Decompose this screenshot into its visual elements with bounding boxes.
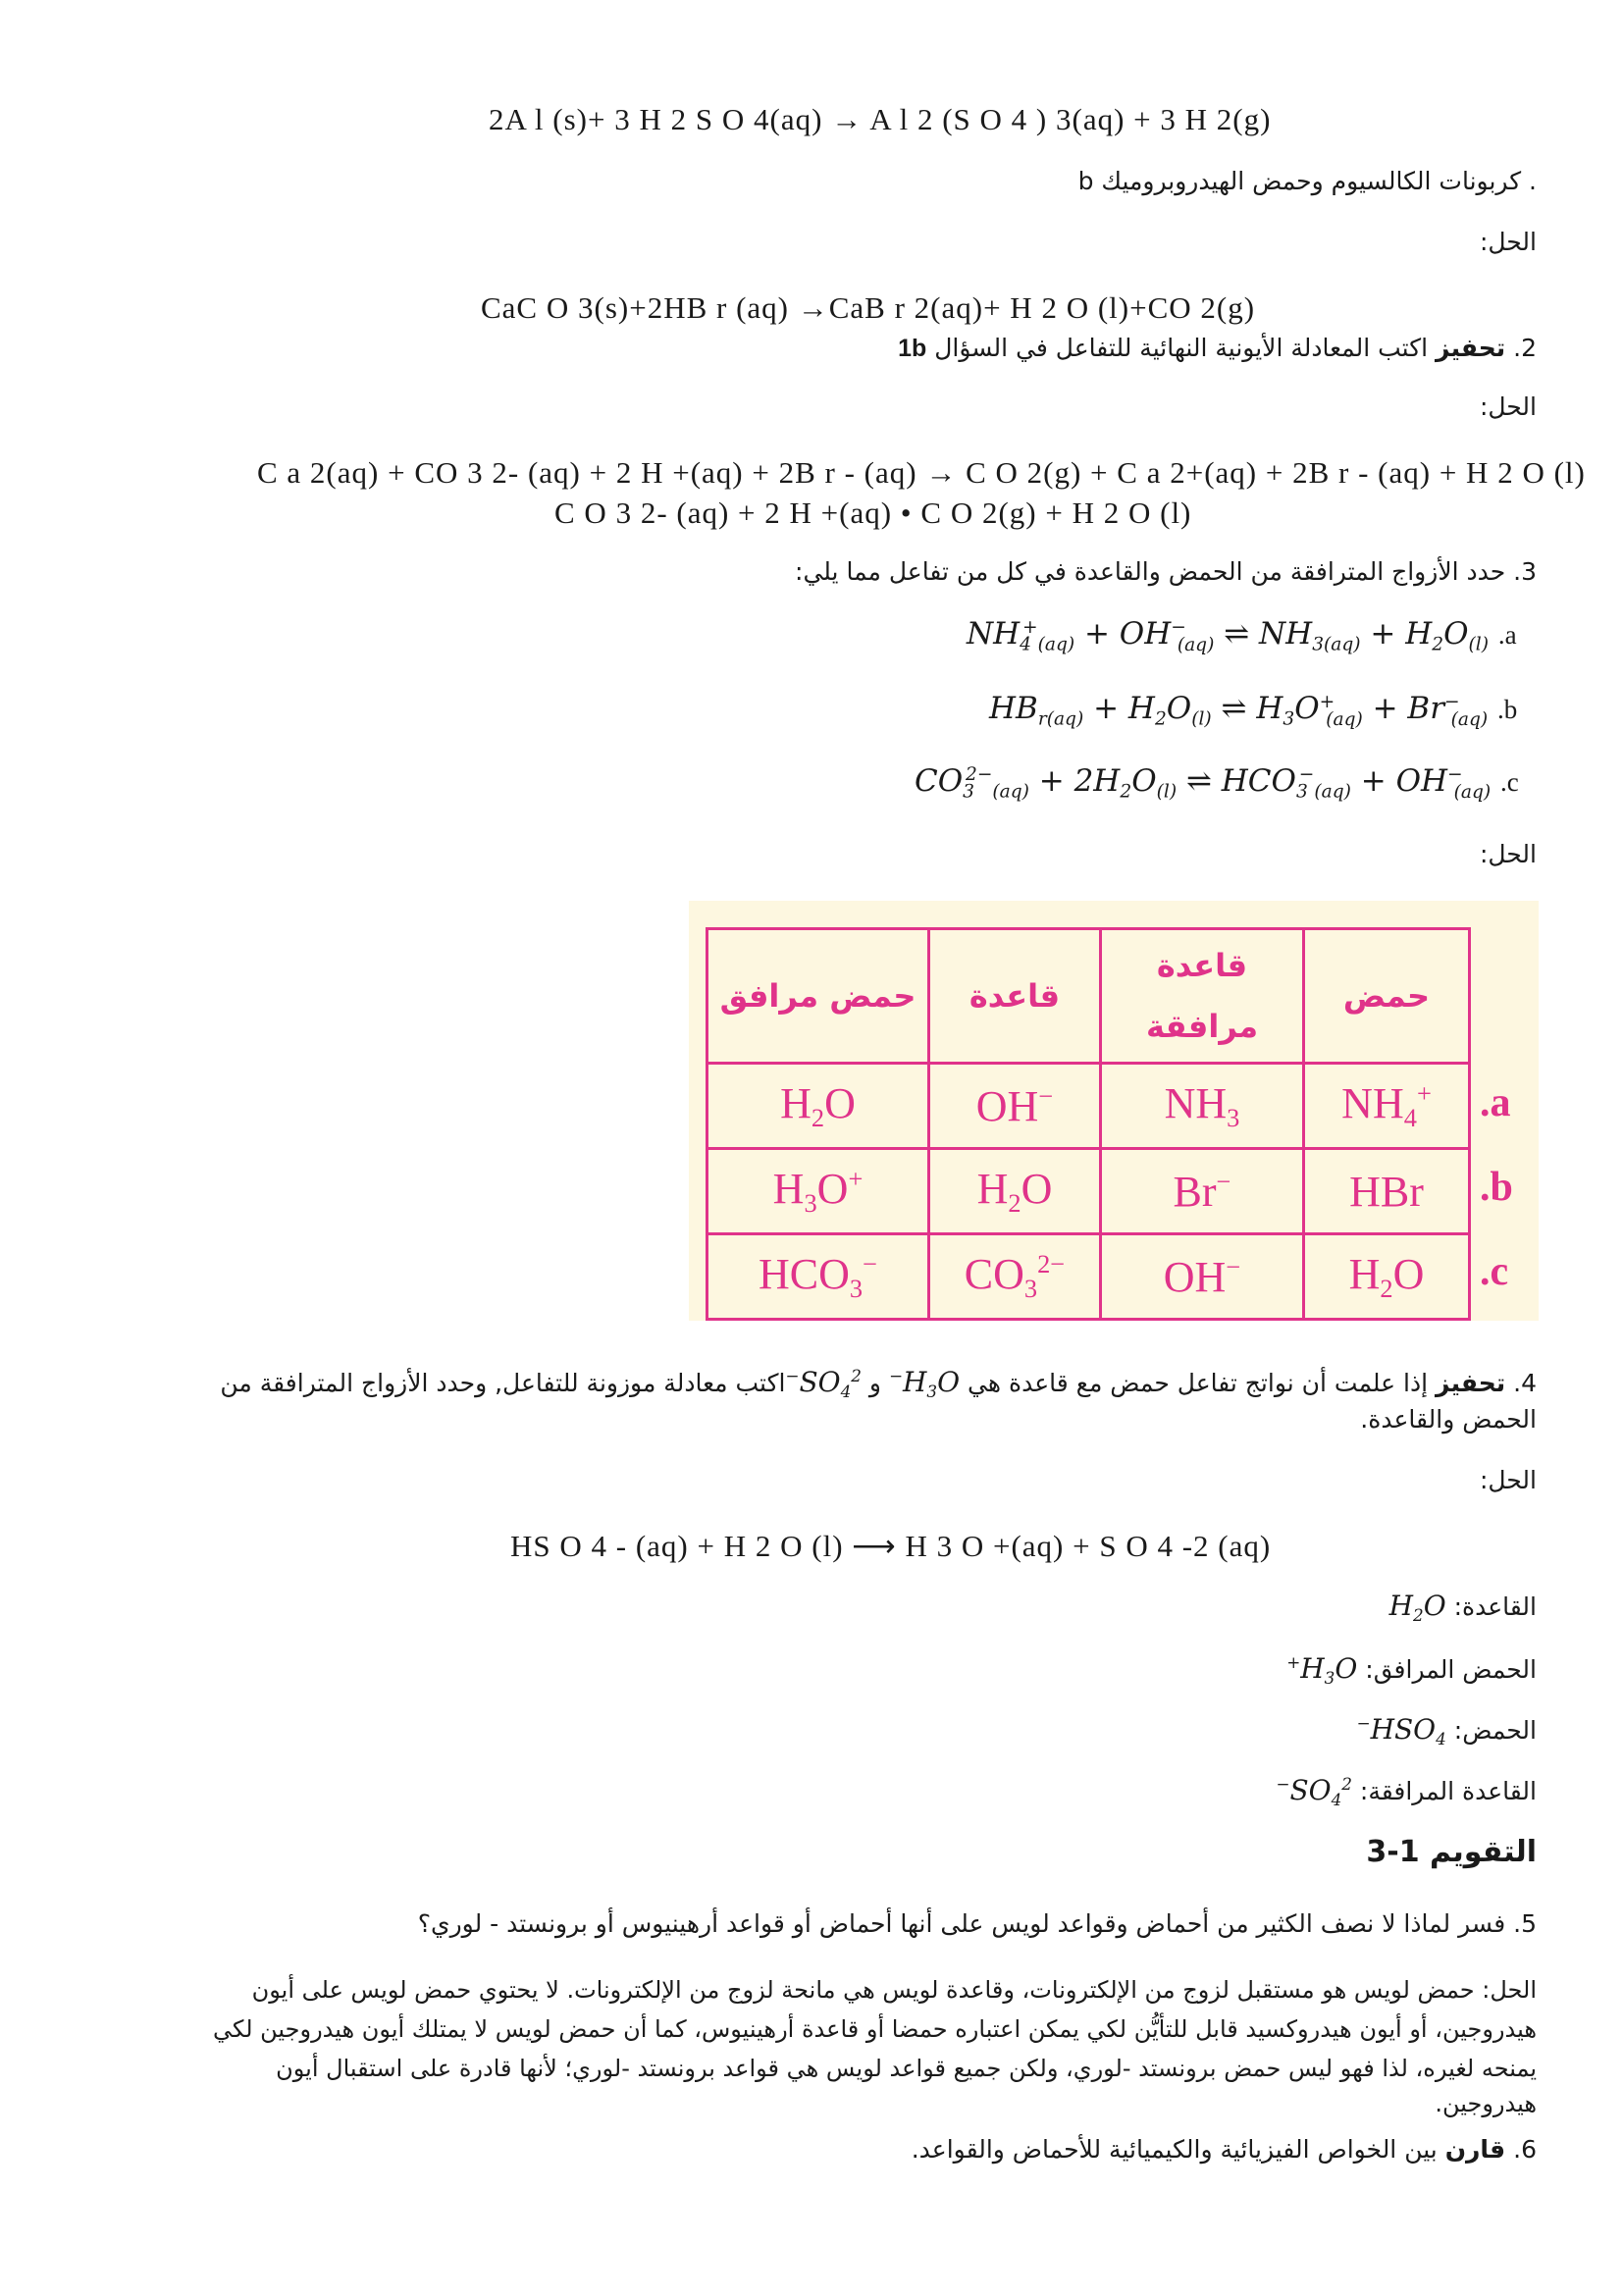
q5-answer-line-2: هيدروجين، أو أيون هيدروكسيد قابل للتأيُّن لكي يمكن اعتباره حمضا أو قاعدة أرهينيوس، كما أن حمض لويس لا يمتلك أيون هيدروجين لكي <box>212 2015 1537 2043</box>
acid-base-table <box>706 927 1471 1321</box>
solution-label-3: الحل: <box>1479 840 1537 868</box>
header-base: قاعدة <box>929 929 1101 1064</box>
answer-conjugate-base <box>1276 1774 1537 1809</box>
answer-conjugate-base-label: القاعدة المرافقة: <box>1359 1777 1537 1806</box>
question-2-text: اكتب المعادلة الأيونية النهائية للتفاعل في السؤال <box>934 334 1429 362</box>
table-header-row <box>707 929 1470 1064</box>
question-6: 6. قارن بين الخواص الفيزيائية والكيميائية للأحماض والقواعد. <box>911 2135 1537 2164</box>
question-3-number: 3 <box>1521 557 1537 586</box>
cell-conj-acid: $H_2O$ <box>707 1064 929 1149</box>
q5-answer-line-4: هيدروجين. <box>1435 2090 1537 2117</box>
question-6-number: 6 <box>1521 2135 1537 2164</box>
question-2-ref: 1b <box>898 335 927 362</box>
question-6-keyword: قارن <box>1444 2135 1506 2164</box>
question-4-formula-2: $SO_4^{2-}$ <box>785 1366 862 1401</box>
cell-conj-base: OH− <box>1101 1234 1304 1320</box>
question-2: 2. تحفيز اكتب المعادلة الأيونية النهائية للتفاعل في السؤال 1b <box>898 334 1537 362</box>
question-2-number: 2 <box>1521 334 1537 362</box>
question-4-text-c: الحمض والقاعدة. <box>1360 1405 1537 1434</box>
answer-acid-label: الحمض: <box>1453 1716 1537 1746</box>
cell-base: $H_2O$ <box>929 1149 1101 1234</box>
equation-ionic-net: C O 3 2- (aq) + 2 H +(aq) • C O 2(g) + H 2 O (l) <box>554 496 1192 530</box>
question-4-keyword: تحفيز <box>1436 1369 1506 1398</box>
answer-conjugate-acid-formula: $H_3O^+$ <box>1286 1652 1358 1688</box>
header-acid: حمض <box>1304 929 1470 1064</box>
cell-acid: $H_2O$ <box>1304 1234 1470 1320</box>
section-heading: التقويم 1-3 <box>1366 1835 1537 1869</box>
equation-aluminum: 2A l (s)+ 3 H 2 S O 4(aq) → A l 2 (S O 4 ) 3(aq) + 3 H 2(g) <box>489 102 1272 136</box>
header-conjugate-acid: حمض مرافق <box>707 929 929 1064</box>
row-label-a: .a <box>1480 1080 1511 1125</box>
question-1b <box>1078 167 1537 195</box>
question-3: 3. حدد الأزواج المترافقة من الحمض والقاعدة في كل من تفاعل مما يلي: <box>795 557 1537 586</box>
solution-label-4: الحل: <box>1479 1466 1537 1494</box>
table-row <box>707 1149 1470 1234</box>
answer-conjugate-acid <box>1286 1652 1537 1688</box>
question-5-text: فسر لماذا لا نصف الكثير من أحماض وقواعد لويس على أنها أحماض أو قواعد أرهينيوس أو برونستد - لوري؟ <box>417 1909 1506 1938</box>
q5-answer-line-1: الحل: حمض لويس هو مستقبل لزوج من الإلكترونات، وقاعدة لويس هي مانحة لزوج من الإلكترونات. لا يحتوي حمض لويس على أيون <box>251 1976 1537 2004</box>
answer-base-label: القاعدة: <box>1453 1592 1537 1621</box>
equation-bisulfate: HS O 4 - (aq) + H 2 O (l) ⟶ H 3 O +(aq) + S O 4 -2 (aq) <box>510 1529 1272 1563</box>
cell-conj-base: Br− <box>1101 1149 1304 1234</box>
table-row <box>707 1064 1470 1149</box>
question-5: 5. فسر لماذا لا نصف الكثير من أحماض وقواعد لويس على أنها أحماض أو قواعد أرهينيوس أو برونستد - لوري؟ <box>417 1909 1537 1938</box>
reaction-c-label: c <box>1506 767 1519 797</box>
equation-ionic-full: C a 2(aq) + CO 3 2- (aq) + 2 H +(aq) + 2B r - (aq) → C O 2(g) + C a 2+(aq) + 2B r - (aq) + H 2 O (l) <box>257 455 1586 490</box>
question-3-text: حدد الأزواج المترافقة من الحمض والقاعدة في كل من تفاعل مما يلي: <box>795 557 1506 586</box>
cell-base: $CO_3^{2-}$ <box>929 1234 1101 1320</box>
question-5-number: 5 <box>1521 1909 1537 1938</box>
reaction-a: $NH_4^+_{(aq)} + OH^-_{(aq)}$ ⇌ $NH_{3(aq)} + H_2O_{(l)}$ .a <box>967 616 1517 655</box>
question-1b-text: . كربونات الكالسيوم وحمض الهيدروبروميك <box>1101 167 1537 195</box>
solution-label-2: الحل: <box>1479 392 1537 421</box>
header-conjugate-base: قاعدة مرافقة <box>1101 929 1304 1064</box>
answer-base-formula: $H_2O$ <box>1388 1590 1446 1625</box>
row-label-c: .c <box>1480 1249 1509 1294</box>
cell-base: OH− <box>929 1064 1101 1149</box>
answer-conjugate-acid-label: الحمض المرافق: <box>1365 1655 1537 1685</box>
reaction-b: $HB_{r(aq)} + H_2O_{(l)}$ ⇌ $H_3O^+_{(aq)} + Br^-_{(aq)}$ .b <box>989 691 1518 730</box>
cell-acid: HBr <box>1304 1149 1470 1234</box>
reaction-c: $CO_3^{2-}_{(aq)} + 2H_2O_{(l)}$ ⇌ $HCO_3^-_{(aq)} + OH^-_{(aq)}$ .c <box>915 763 1519 803</box>
row-label-b: .b <box>1480 1165 1513 1210</box>
answer-acid-formula: $HSO_4^-$ <box>1356 1713 1446 1748</box>
table-row <box>707 1234 1470 1320</box>
question-4-text-a: إذا علمت أن نواتج تفاعل حمض مع قاعدة هي <box>968 1369 1429 1398</box>
answer-base <box>1389 1590 1537 1625</box>
question-1b-number: b <box>1077 167 1094 195</box>
question-4-number: 4 <box>1521 1369 1537 1398</box>
equation-calcium-carbonate: CaC O 3(s)+2HB r (aq) →CaB r 2(aq)+ H 2 O (l)+CO 2(g) <box>481 290 1256 325</box>
question-2-keyword: تحفيز <box>1436 334 1506 362</box>
cell-acid: $NH_4^+$ <box>1304 1064 1470 1149</box>
question-6-text: بين الخواص الفيزيائية والكيميائية للأحماض والقواعد. <box>911 2135 1438 2164</box>
answer-conjugate-base-formula: $SO_4^{2-}$ <box>1276 1774 1352 1809</box>
reaction-a-label: a <box>1504 620 1517 650</box>
cell-conj-acid: $HCO_3^-$ <box>707 1234 929 1320</box>
cell-conj-base: $NH_3$ <box>1101 1064 1304 1149</box>
question-4-formula-1: $H_3O^-$ <box>888 1366 961 1401</box>
question-4: 4. تحفيز إذا علمت أن نواتج تفاعل حمض مع قاعدة هي $H_3O^-$ و $SO_4^{2-}$ اكتب معادلة موزونة للتفاعل, وحدد الأزواج المترافقة من <box>220 1366 1537 1401</box>
question-4-text-b: اكتب معادلة موزونة للتفاعل, وحدد الأزواج المترافقة من <box>220 1369 786 1398</box>
cell-conj-acid: $H_3O^+$ <box>707 1149 929 1234</box>
q5-answer-line-3: يمنحه لغيره، لذا فهو ليس حمض برونستد -لوري، ولكن جميع قواعد لويس هي قواعد برونستد -لوري؛ لأنها قادرة على استقبال أيون <box>276 2055 1537 2082</box>
question-4-conj: و <box>868 1369 881 1398</box>
reaction-b-label: b <box>1503 695 1518 724</box>
solution-label-1: الحل: <box>1479 228 1537 256</box>
answer-acid <box>1356 1713 1537 1748</box>
